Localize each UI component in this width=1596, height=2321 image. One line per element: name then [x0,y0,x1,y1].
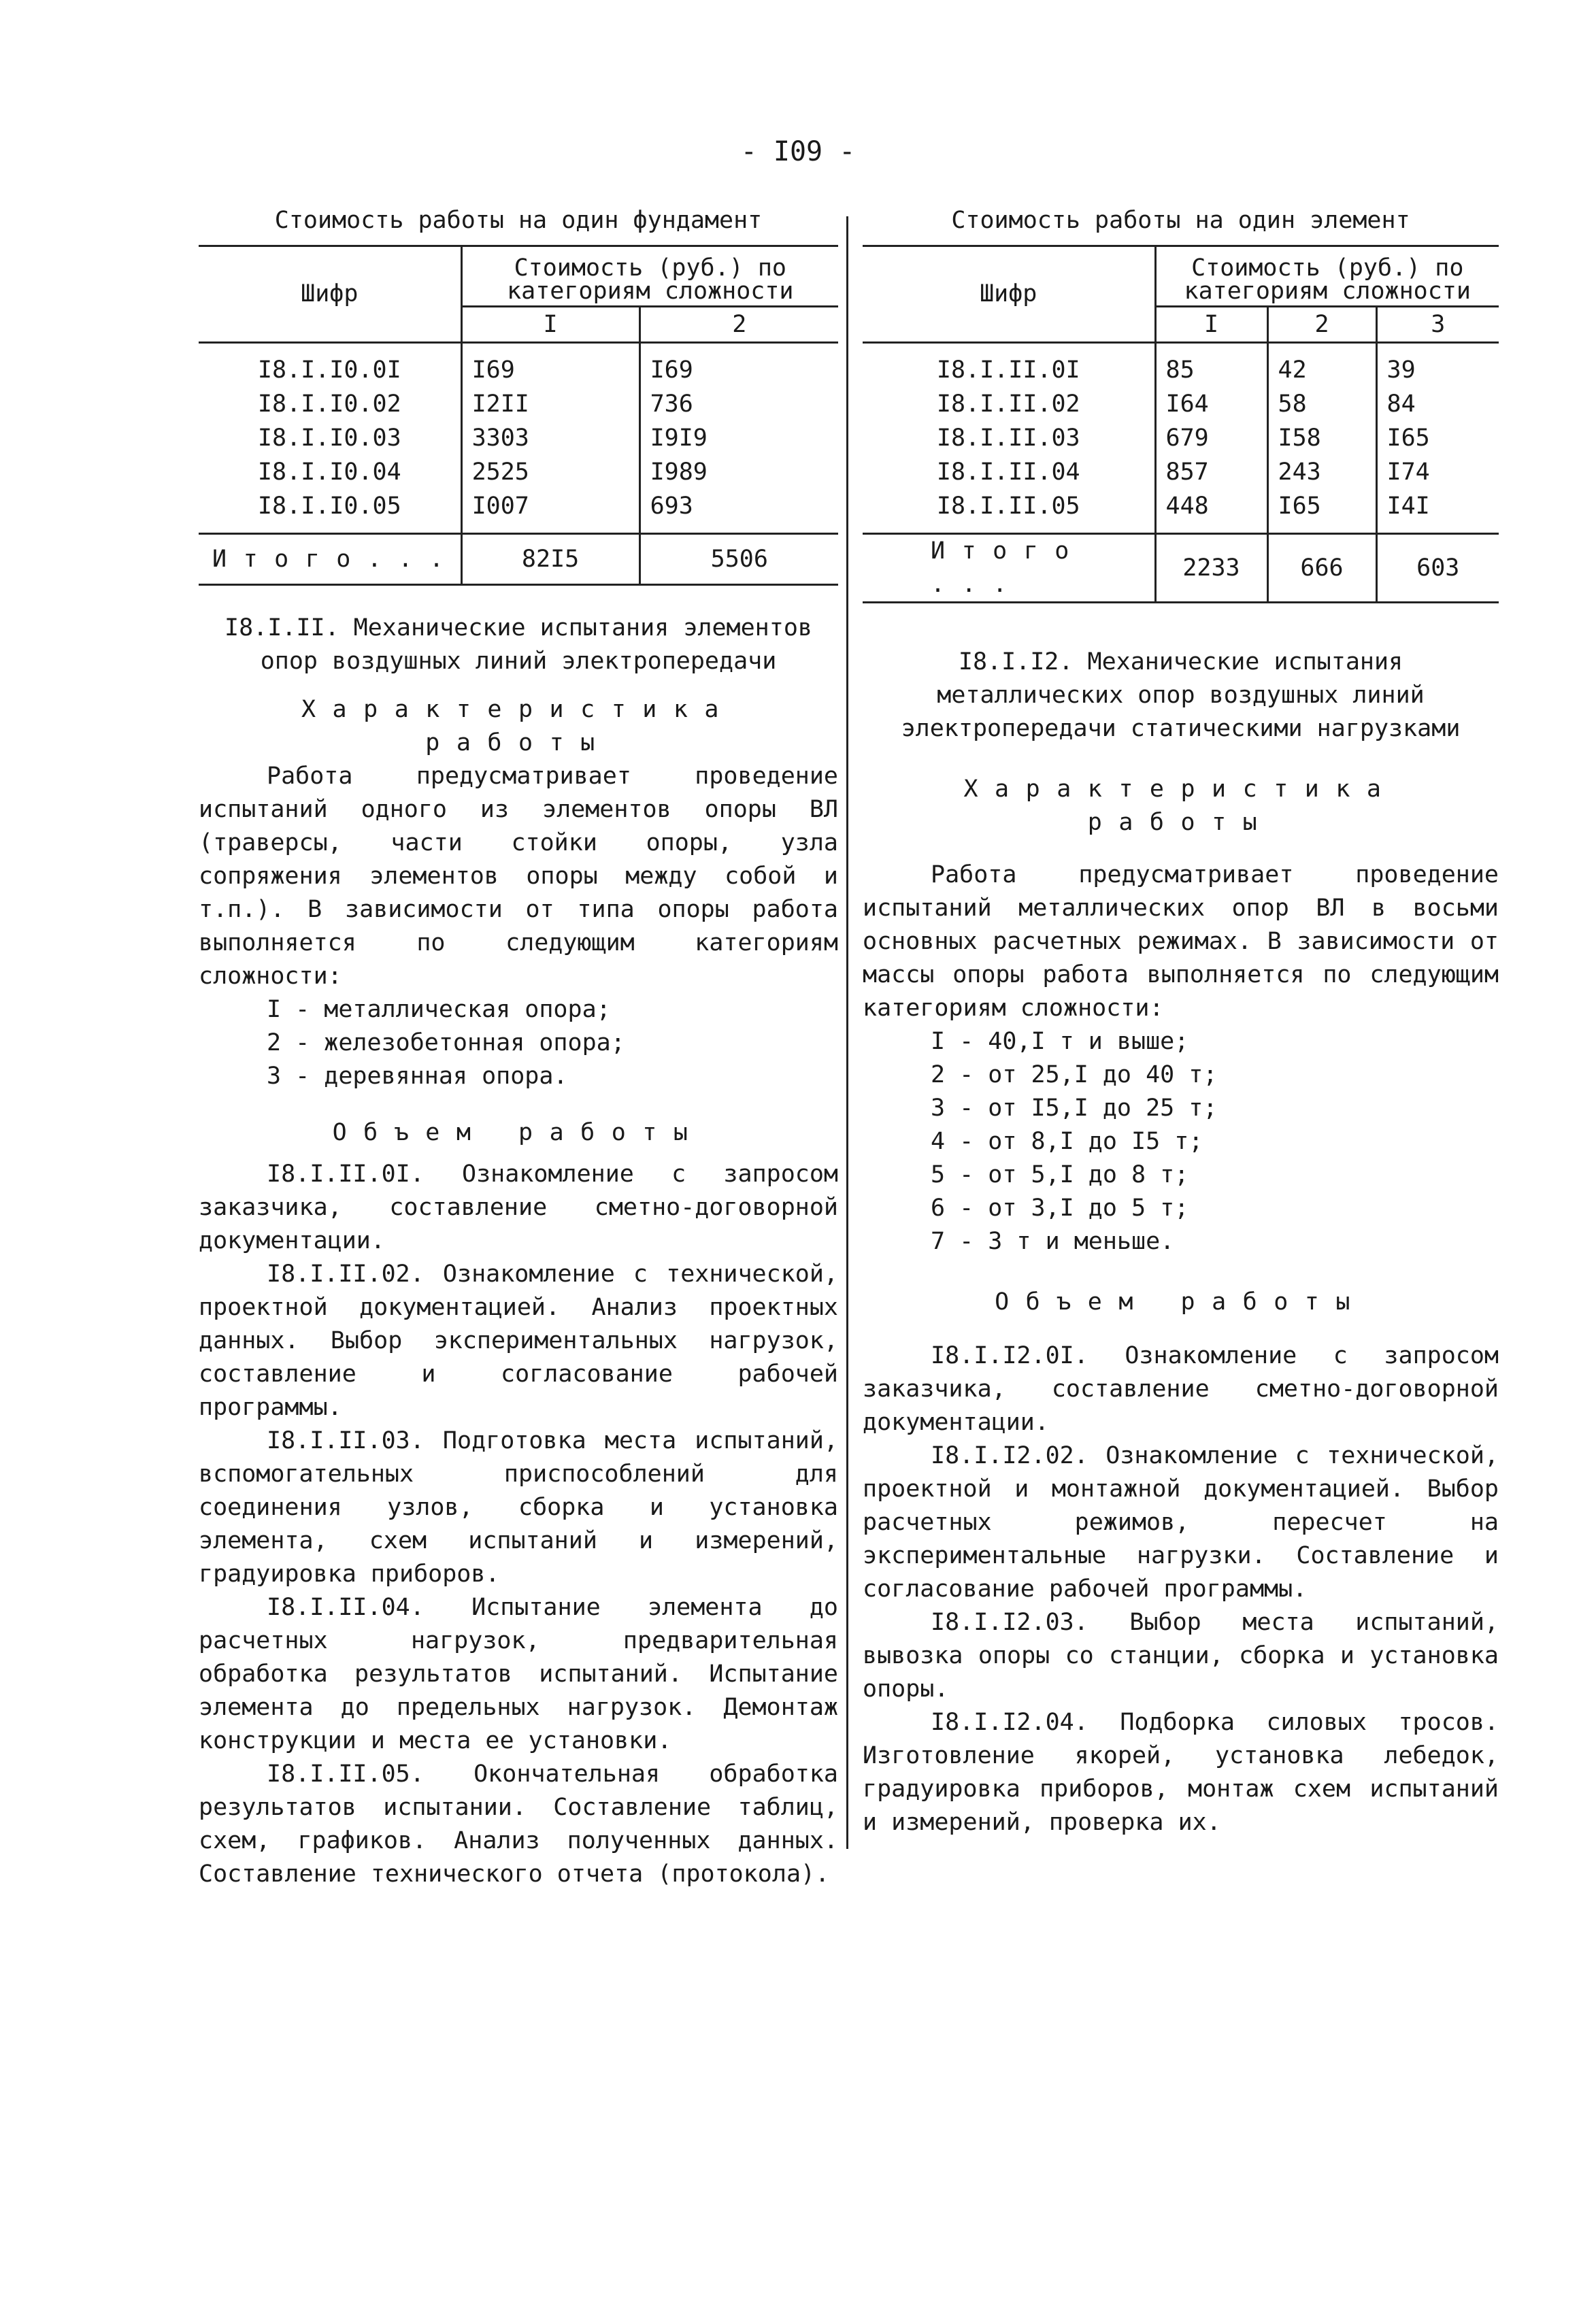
left-table-category-header: I [461,307,639,343]
row-code: I8.I.I0.0I [257,356,401,384]
row-value: I65 [1267,489,1376,534]
total-value: 603 [1376,534,1499,603]
row-value: I58 [1267,421,1376,455]
row-code: I8.I.I0.02 [257,390,401,418]
table-row [199,489,838,534]
category-item: 2 - от 25,I до 40 т; [931,1061,1218,1088]
right-volume-heading: Объем работы [995,1288,1367,1316]
left-column [199,204,838,1891]
table-row [199,387,838,421]
right-char-heading: Характеристика работы [963,775,1398,836]
right-table-caption: Стоимость работы на один элемент [951,207,1410,234]
category-item: I - металлическая опора; [267,996,611,1023]
work-paragraph: I8.I.I2.02. Ознакомление с технической, проектной и монтажной документацией. Выбор расчетных режимов, пересчет на экспериментальные нагрузки. Составление и согласование рабочей программы. [863,1442,1499,1603]
right-table-category-header: I [1155,307,1267,343]
right-char-text: Работа предусматривает проведение испытаний металлических опор ВЛ в восьми основных расчетных режимах. В зависимости от массы опоры работа выполняется по следующим категориям сложности: [863,861,1499,1022]
table-row [863,455,1499,489]
row-value: I64 [1155,387,1267,421]
row-value: 84 [1376,387,1499,421]
row-value: I69 [639,343,838,388]
row-value: 39 [1376,343,1499,388]
row-code: I8.I.II.03 [936,424,1080,452]
total-row [863,534,1499,603]
row-code: I8.I.I0.05 [257,492,401,520]
right-column [863,204,1499,1839]
row-value: 58 [1267,387,1376,421]
total-value: 666 [1267,534,1376,603]
row-value: I989 [639,455,838,489]
row-value: I007 [461,489,639,534]
left-char-text: Работа предусматривает проведение испытаний одного из элементов опоры ВЛ (траверсы, части стойки опоры, узла сопряжения элементов опоры между собой и т.п.). В зависимости от типа опоры работа выполняется по следующим категориям сложности: [199,763,838,990]
table-row [199,455,838,489]
row-value: 2525 [461,455,639,489]
row-value: 736 [639,387,838,421]
row-value: I4I [1376,489,1499,534]
work-paragraph: I8.I.II.04. Испытание элемента до расчетных нагрузок, предварительная обработка результатов испытаний. Испытание элемента до предельных нагрузок. Демонтаж конструкции и места ее установки. [199,1594,838,1754]
work-paragraph: I8.I.I2.0I. Ознакомление с запросом заказчика, составление сметно-договорной документации. [863,1342,1499,1436]
table-row [199,343,838,388]
category-item: I - 40,I т и выше; [931,1028,1189,1055]
row-value: I9I9 [639,421,838,455]
total-value: 2233 [1155,534,1267,603]
right-table-cost-header: Стоимость (руб.) по категориям сложности [1155,246,1499,307]
left-table-category-header: 2 [639,307,838,343]
row-code: I8.I.II.05 [936,492,1080,520]
category-item: 3 - от I5,I до 25 т; [931,1095,1218,1122]
total-value: 5506 [639,534,838,585]
left-char-heading: Характеристика работы [301,696,735,756]
work-paragraph: I8.I.I2.04. Подборка силовых тросов. Изготовление якорей, установка лебедок, градуировка приборов, монтаж схем испытаний и измерений, проверка их. [863,1709,1499,1836]
left-section-title: I8.I.II. Механические испытания элементов опор воздушных линий электропередачи [225,614,812,675]
total-row [199,534,838,585]
work-paragraph: I8.I.II.03. Подготовка места испытаний, вспомогательных приспособлений для соединения узлов, сборка и установка элемента, схем испытаний и измерений, градуировка приборов. [199,1427,838,1588]
work-paragraph: I8.I.I2.03. Выбор места испытаний, вывозка опоры со станции, сборка и установка опоры. [863,1609,1499,1703]
column-divider [846,216,848,1849]
page-number: - I09 - [740,136,856,167]
category-item: 3 - деревянная опора. [267,1063,568,1090]
row-value: 3303 [461,421,639,455]
right-table-category-header: 3 [1376,307,1499,343]
table-row [863,387,1499,421]
left-table-caption: Стоимость работы на один фундамент [274,207,763,234]
row-value: 693 [639,489,838,534]
category-item: 2 - железобетонная опора; [267,1029,625,1056]
total-label: Итого ... [863,534,1155,603]
table-row [863,421,1499,455]
row-code: I8.I.II.04 [936,458,1080,486]
row-value: 679 [1155,421,1267,455]
row-value: 448 [1155,489,1267,534]
row-value: I65 [1376,421,1499,455]
table-row [199,421,838,455]
left-table-cost-header: Стоимость (руб.) по категориям сложности [461,246,838,307]
row-value: I74 [1376,455,1499,489]
row-value: 243 [1267,455,1376,489]
row-value: 857 [1155,455,1267,489]
right-table-category-header: 2 [1267,307,1376,343]
row-value: 85 [1155,343,1267,388]
row-code: I8.I.II.02 [936,390,1080,418]
work-paragraph: I8.I.II.02. Ознакомление с технической, проектной документацией. Анализ проектных данных. Выбор экспериментальных нагрузок, составление и согласование рабочей программы. [199,1260,838,1421]
row-code: I8.I.I0.04 [257,458,401,486]
row-value: I2II [461,387,639,421]
category-item: 4 - от 8,I до I5 т; [931,1128,1203,1155]
left-cost-table [199,245,838,586]
work-paragraph: I8.I.II.0I. Ознакомление с запросом заказчика, составление сметно-договорной документации. [199,1160,838,1254]
category-item: 7 - 3 т и меньше. [931,1228,1175,1255]
total-label: Итого... [199,534,461,585]
category-item: 5 - от 5,I до 8 т; [931,1161,1189,1188]
right-section-title: I8.I.I2. Механические испытания металлических опор воздушных линий электропередачи статическими нагрузками [901,648,1461,742]
work-paragraph: I8.I.II.05. Окончательная обработка результатов испытании. Составление таблиц, схем, графиков. Анализ полученных данных. Составление технического отчета (протокола). [199,1760,838,1888]
left-volume-heading: Объем работы [332,1119,705,1146]
row-value: 42 [1267,343,1376,388]
row-code: I8.I.II.0I [936,356,1080,384]
table-row [863,489,1499,534]
total-value: 82I5 [461,534,639,585]
row-value: I69 [461,343,639,388]
category-item: 6 - от 3,I до 5 т; [931,1195,1189,1222]
left-table-code-header: Шифр [199,246,461,343]
row-code: I8.I.I0.03 [257,424,401,452]
right-cost-table [863,245,1499,603]
right-table-code-header: Шифр [863,246,1155,343]
table-row [863,343,1499,388]
